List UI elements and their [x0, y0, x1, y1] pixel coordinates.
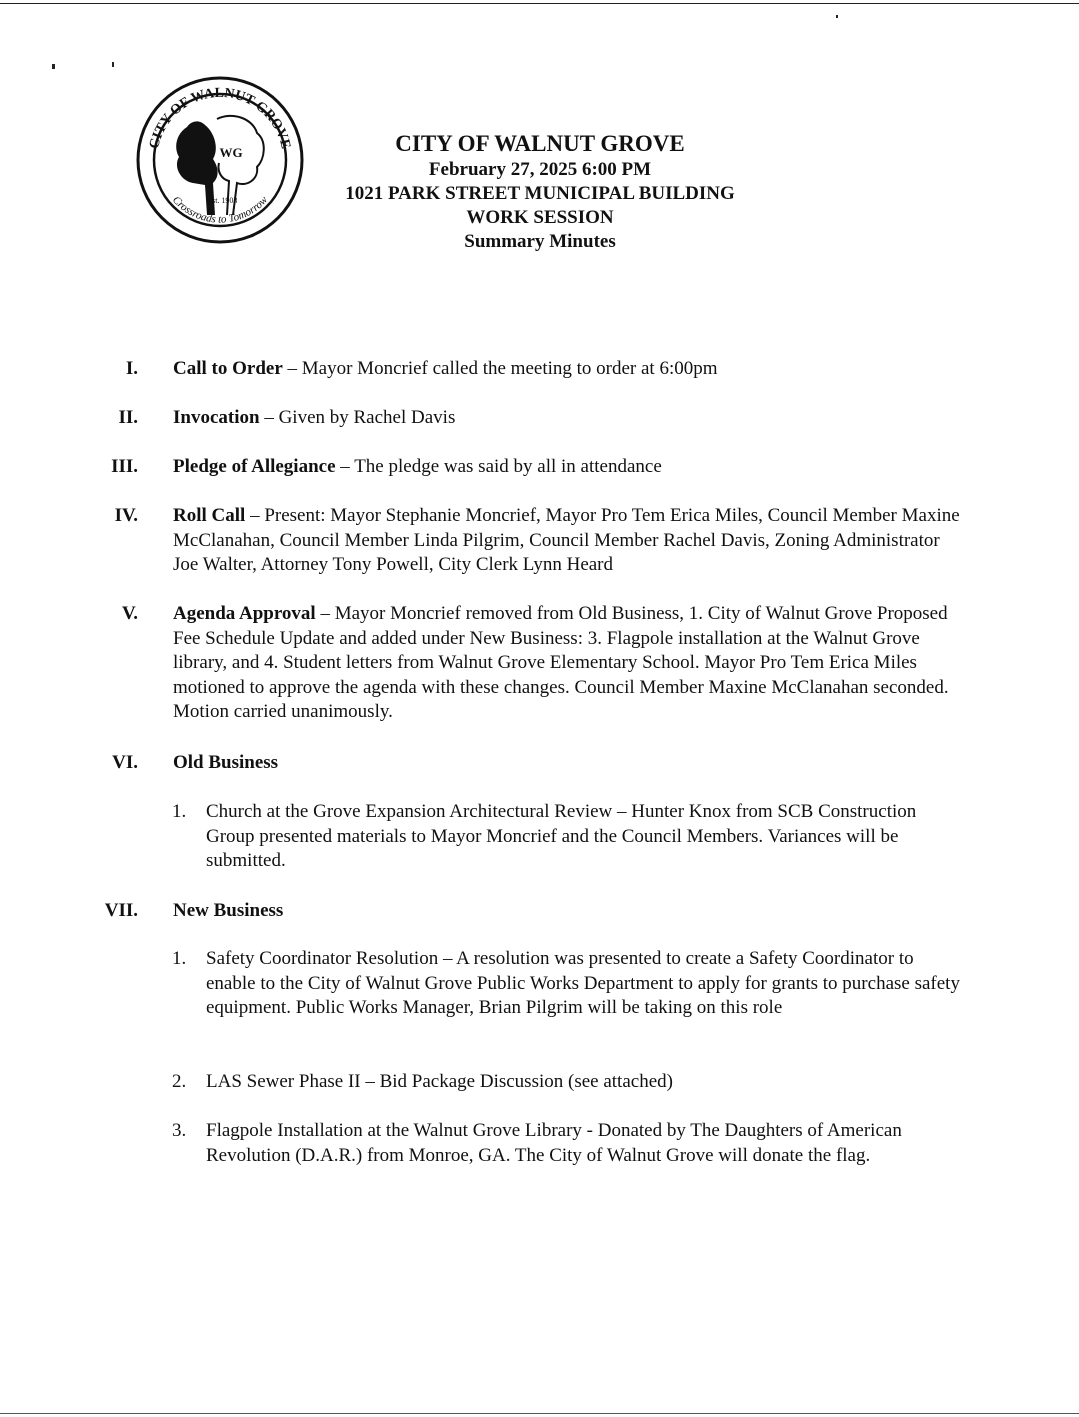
city-seal-logo: [135, 75, 305, 245]
section-number: VI.: [112, 752, 138, 773]
item-text: Flagpole Installation at the Walnut Grove Library - Donated by The Daughters of American Revolution (D.A.R.) from Monroe, GA. The City of Walnut Grove will donate the flag.: [206, 1120, 902, 1166]
section-number: III.: [111, 456, 138, 477]
session-type: WORK SESSION: [466, 207, 614, 228]
seal-ring-text: CITY OF WALNUT GROVE: [147, 85, 293, 151]
section-heading: Old Business: [173, 752, 279, 773]
scan-speck: [52, 64, 55, 69]
section-text: – The pledge was said by all in attendance: [335, 456, 662, 477]
section-number: V.: [121, 603, 138, 624]
meeting-location: 1021 PARK STREET MUNICIPAL BUILDING: [345, 183, 735, 204]
item-number: 2.: [172, 1071, 187, 1092]
section-number: II.: [118, 407, 138, 428]
section-heading: New Business: [173, 900, 284, 921]
seal-monogram: WG: [219, 145, 243, 160]
section-heading: Call to Order: [173, 358, 283, 379]
section-number: VII.: [104, 900, 138, 921]
section-number: IV.: [114, 505, 138, 526]
section-text: – Mayor Moncrief called the meeting to order at 6:00pm: [282, 358, 718, 379]
item-number: 1.: [172, 801, 187, 822]
section-heading: Invocation: [173, 407, 260, 428]
meeting-datetime: February 27, 2025 6:00 PM: [428, 159, 652, 180]
section-heading: Agenda Approval: [173, 603, 316, 624]
scan-speck: [112, 62, 114, 67]
item-text: Church at the Grove Expansion Architectural Review – Hunter Knox from SCB Construction Group presented materials to Mayor Moncrief and the Council Members. Variances will be submitted.: [206, 801, 917, 871]
item-number: 1.: [172, 948, 187, 969]
scan-speck: [836, 15, 838, 18]
section-heading: Pledge of Allegiance: [173, 456, 336, 477]
item-text: LAS Sewer Phase II – Bid Package Discussion (see attached): [206, 1071, 673, 1092]
section-text: – Given by Rachel Davis: [259, 407, 456, 428]
section-text: – Present: Mayor Stephanie Moncrief, Mayor Pro Tem Erica Miles, Council Member Maxine McClanahan, Council Member Linda Pilgrim, Council Member Rachel Davis, Zoning Administrator Joe Walter, Attorney Tony Powell, City Clerk Lynn Heard: [173, 505, 960, 575]
seal-motto: Crossroads to Tomorrow: [169, 193, 271, 226]
scan-edge-top: [0, 3, 1079, 4]
section-heading: Roll Call: [173, 505, 246, 526]
city-title: CITY OF WALNUT GROVE: [395, 131, 685, 156]
scan-edge-bottom: [0, 1413, 1079, 1414]
section-number: I.: [125, 358, 138, 379]
item-number: 3.: [172, 1120, 187, 1141]
seal-established: est. 1903: [208, 196, 238, 205]
section-text: – Mayor Moncrief removed from Old Business, 1. City of Walnut Grove Proposed Fee Schedule Update and added under New Business: 3. Flagpole installation at the Walnut Grove library, and 4. Student letters from Walnut Grove Elementary School. Mayor Pro Tem Erica Miles motioned to approve the agenda with these changes. Council Member Maxine McClanahan seconded. Motion carried unanimously.: [173, 603, 949, 722]
item-text: Safety Coordinator Resolution – A resolution was presented to create a Safety Coordinator to enable to the City of Walnut Grove Public Works Department to apply for grants to purchase safety equipment. Public Works Manager, Brian Pilgrim will be taking on this role: [206, 948, 960, 1018]
document-header: [300, 130, 780, 254]
document-type: Summary Minutes: [464, 231, 616, 252]
